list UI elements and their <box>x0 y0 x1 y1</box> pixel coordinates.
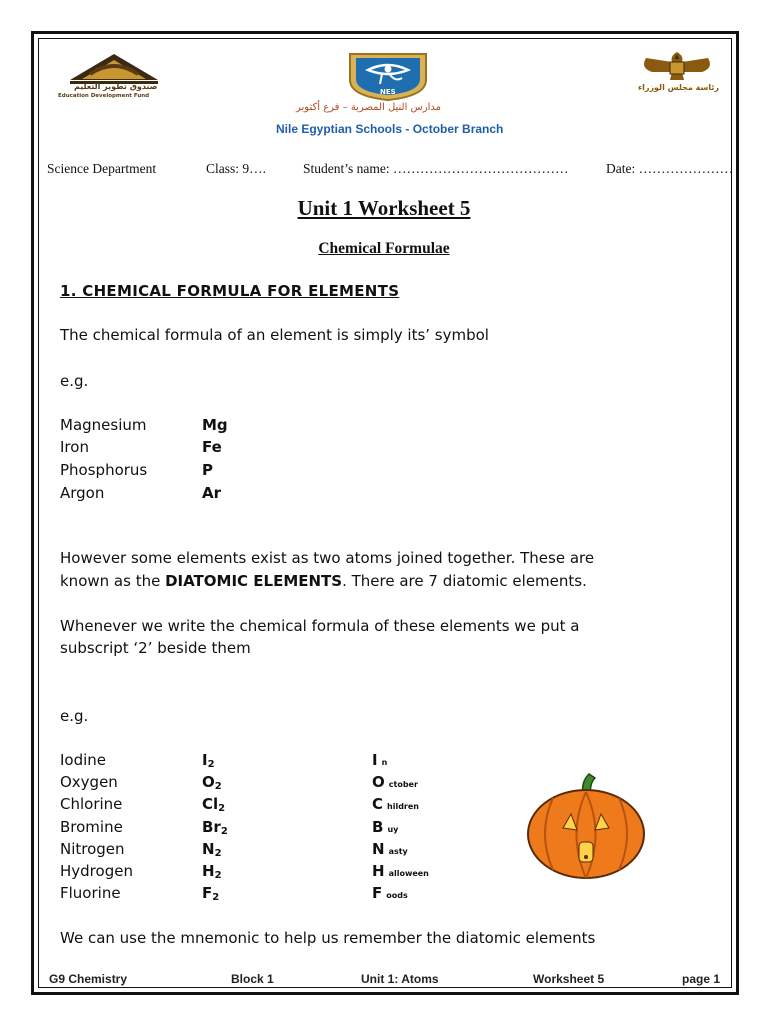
diatomic-text-part: known as the <box>60 572 166 590</box>
example-symbol: Fe <box>202 438 222 456</box>
subscript-text-line1: Whenever we write the chemical formula of these elements we put a <box>60 617 580 635</box>
formula-symbol: Cl <box>202 795 219 813</box>
class-field: Class: 9…. <box>206 161 267 176</box>
formula-subscript: 2 <box>207 759 215 770</box>
worksheet-title: Unit 1 Worksheet 5 <box>297 196 471 220</box>
diatomic-text-line1: However some elements exist as two atoms joined together. These are <box>60 549 595 567</box>
formula-symbol: H <box>202 862 215 880</box>
example-name: Argon <box>60 484 105 502</box>
mnemonic-letter: I <box>372 751 378 769</box>
education-fund-english: Education Development Fund <box>58 93 150 99</box>
mnemonic-rest: asty <box>388 847 408 856</box>
formula-symbol: F <box>202 884 213 902</box>
school-crest-caption: NES <box>380 88 396 96</box>
diatomic-name: Oxygen <box>60 773 118 791</box>
formula-subscript: 2 <box>212 892 220 903</box>
mnemonic-word <box>372 840 408 858</box>
diatomic-text-line2 <box>60 572 587 590</box>
arabic-school-name: مدارس النيل المصرية – فرع أكتوبر <box>296 102 441 113</box>
mnemonic-letter: C <box>372 795 384 813</box>
worksheet-subtitle: Chemical Formulae <box>318 240 450 257</box>
diatomic-formula <box>202 884 219 903</box>
diatomic-name: Nitrogen <box>60 840 125 858</box>
footer-course: G9 Chemistry <box>49 972 128 986</box>
diatomic-name: Fluorine <box>60 884 121 902</box>
date-field: Date: ………………… <box>606 161 734 176</box>
mnemonic-rest: hildren <box>387 802 419 811</box>
diatomic-name: Hydrogen <box>60 862 133 880</box>
eg-label-1: e.g. <box>60 372 89 390</box>
department-label: Science Department <box>47 161 157 176</box>
example-name: Iron <box>60 438 89 456</box>
footer-worksheet: Worksheet 5 <box>533 972 605 986</box>
example-name: Phosphorus <box>60 461 148 479</box>
mnemonic-letter: O <box>372 773 385 791</box>
mnemonic-letter: F <box>372 884 383 902</box>
formula-subscript: 2 <box>214 870 222 881</box>
mnemonic-word <box>372 818 398 836</box>
student-name-field: Student’s name: ………………………………… <box>303 161 569 176</box>
footer-unit: Unit 1: Atoms <box>361 972 439 986</box>
diatomic-name: Iodine <box>60 751 107 769</box>
diatomic-formula <box>202 751 215 770</box>
footer-page: page 1 <box>682 972 721 986</box>
mnemonic-letter: H <box>372 862 385 880</box>
diatomic-formula <box>202 862 222 881</box>
mnemonic-rest: alloween <box>388 869 429 878</box>
example-symbol: Ar <box>202 484 222 502</box>
diatomic-name: Bromine <box>60 818 123 836</box>
mnemonic-rest: uy <box>387 825 399 834</box>
example-symbol: P <box>202 461 213 479</box>
mnemonic-letter: N <box>372 840 385 858</box>
formula-symbol: I <box>202 751 208 769</box>
school-crest-logo <box>346 50 430 102</box>
diatomic-formula <box>202 773 222 792</box>
mnemonic-letter: B <box>372 818 384 836</box>
formula-subscript: 2 <box>218 803 226 814</box>
example-symbol: Mg <box>202 416 228 434</box>
mnemonic-word <box>372 884 408 902</box>
diatomic-formula <box>202 818 228 837</box>
mnemonic-rest: oods <box>386 891 408 900</box>
formula-symbol: O <box>202 773 215 791</box>
formula-subscript: 2 <box>220 826 228 837</box>
section-heading: 1. CHEMICAL FORMULA FOR ELEMENTS <box>60 282 400 300</box>
education-fund-logo <box>54 50 174 102</box>
education-fund-arabic: صندوق تطوير التعليم <box>74 82 158 91</box>
mnemonic-rest: n <box>381 758 388 767</box>
mnemonic-rest: ctober <box>388 780 418 789</box>
diatomic-formula <box>202 795 225 814</box>
mnemonic-word <box>372 751 387 769</box>
example-name: Magnesium <box>60 416 147 434</box>
formula-subscript: 2 <box>214 848 222 859</box>
footer-block: Block 1 <box>231 972 274 986</box>
pumpkin-illustration <box>523 772 649 882</box>
intro-text: The chemical formula of an element is simply its’ symbol <box>60 326 489 344</box>
subscript-text-line2: subscript ‘2’ beside them <box>60 639 251 657</box>
school-name: Nile Egyptian Schools - October Branch <box>276 122 504 136</box>
diatomic-text-part: . There are 7 diatomic elements. <box>342 572 587 590</box>
formula-subscript: 2 <box>214 781 222 792</box>
mnemonic-word <box>372 862 429 880</box>
cabinet-caption: رئاسة مجلس الوزراء <box>638 83 719 92</box>
eg-label-2: e.g. <box>60 707 89 725</box>
mnemonic-word <box>372 773 418 791</box>
mnemonic-word <box>372 795 419 813</box>
formula-symbol: Br <box>202 818 221 836</box>
diatomic-formula <box>202 840 222 859</box>
mnemonic-text: We can use the mnemonic to help us remember the diatomic elements <box>60 929 596 947</box>
formula-symbol: N <box>202 840 215 858</box>
diatomic-name: Chlorine <box>60 795 123 813</box>
diatomic-elements-term: DIATOMIC ELEMENTS <box>165 572 343 590</box>
cabinet-eagle-logo <box>636 50 718 96</box>
